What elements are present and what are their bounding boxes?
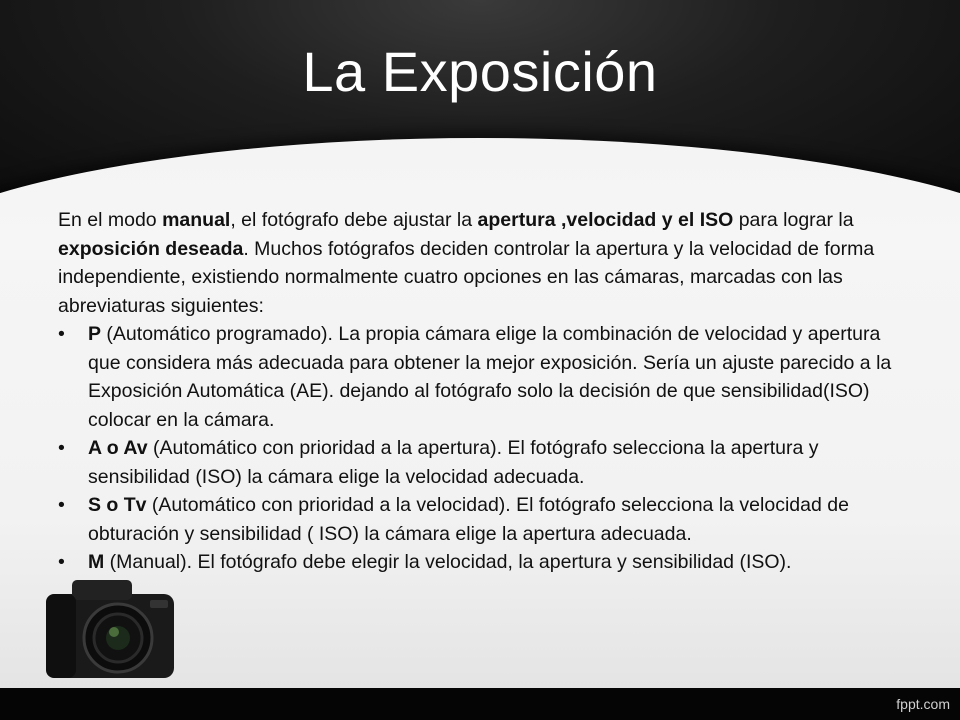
bullet-marker: • [58,437,65,459]
mode-description: (Manual). El fotógrafo debe elegir la velocidad, la apertura y sensibilidad (ISO). [104,551,792,573]
intro-text-1: En el modo [58,209,163,231]
camera-icon [42,572,182,682]
list-item-m [58,548,908,577]
footer-band [0,688,960,720]
list-item-av [58,434,908,491]
slide-body [58,206,908,577]
mode-description: (Automático programado). La propia cámara elige la combinación de velocidad y apertura que considera más adecuada para obtener la mejor exposición. Sería un ajuste parecido a la Exposición Automática (AE). dejando al fotógrafo solo la decisión de que sensibilidad(ISO) colocar en la cámara. [88,323,892,431]
intro-text-2: , el fotógrafo debe ajustar la [230,209,478,231]
mode-label: S o Tv [88,494,147,516]
mode-description: (Automático con prioridad a la velocidad). El fotógrafo selecciona la velocidad de obturación y sensibilidad ( ISO) la cámara elige la apertura adecuada. [88,494,849,545]
mode-label: M [88,551,105,573]
mode-list [58,320,908,577]
list-item-p [58,320,908,434]
bullet-marker: • [58,551,65,573]
intro-bold-apertura: apertura ,velocidad y el ISO [477,209,734,231]
bullet-marker: • [58,494,65,516]
mode-label: A o Av [88,437,148,459]
mode-label: P [88,323,102,345]
intro-bold-manual: manual [162,209,231,231]
intro-bold-exposicion: exposición deseada [58,237,244,260]
bullet-marker: • [58,323,65,345]
intro-text-3: para lograr la [733,209,854,231]
list-item-tv [58,491,908,548]
mode-description: (Automático con prioridad a la apertura). El fotógrafo selecciona la apertura y sensibilidad (ISO) la cámara elige la velocidad adecuada. [88,437,819,488]
slide-title: La Exposición [302,40,658,103]
intro-paragraph [58,206,908,320]
footer-logo: fppt.com [896,696,950,712]
intro-text-4: . Muchos fotógrafos deciden controlar la apertura y la velocidad de forma independiente, existiendo normalmente cuatro opciones en las cámaras, marcadas con las abreviaturas siguientes: [58,237,875,317]
